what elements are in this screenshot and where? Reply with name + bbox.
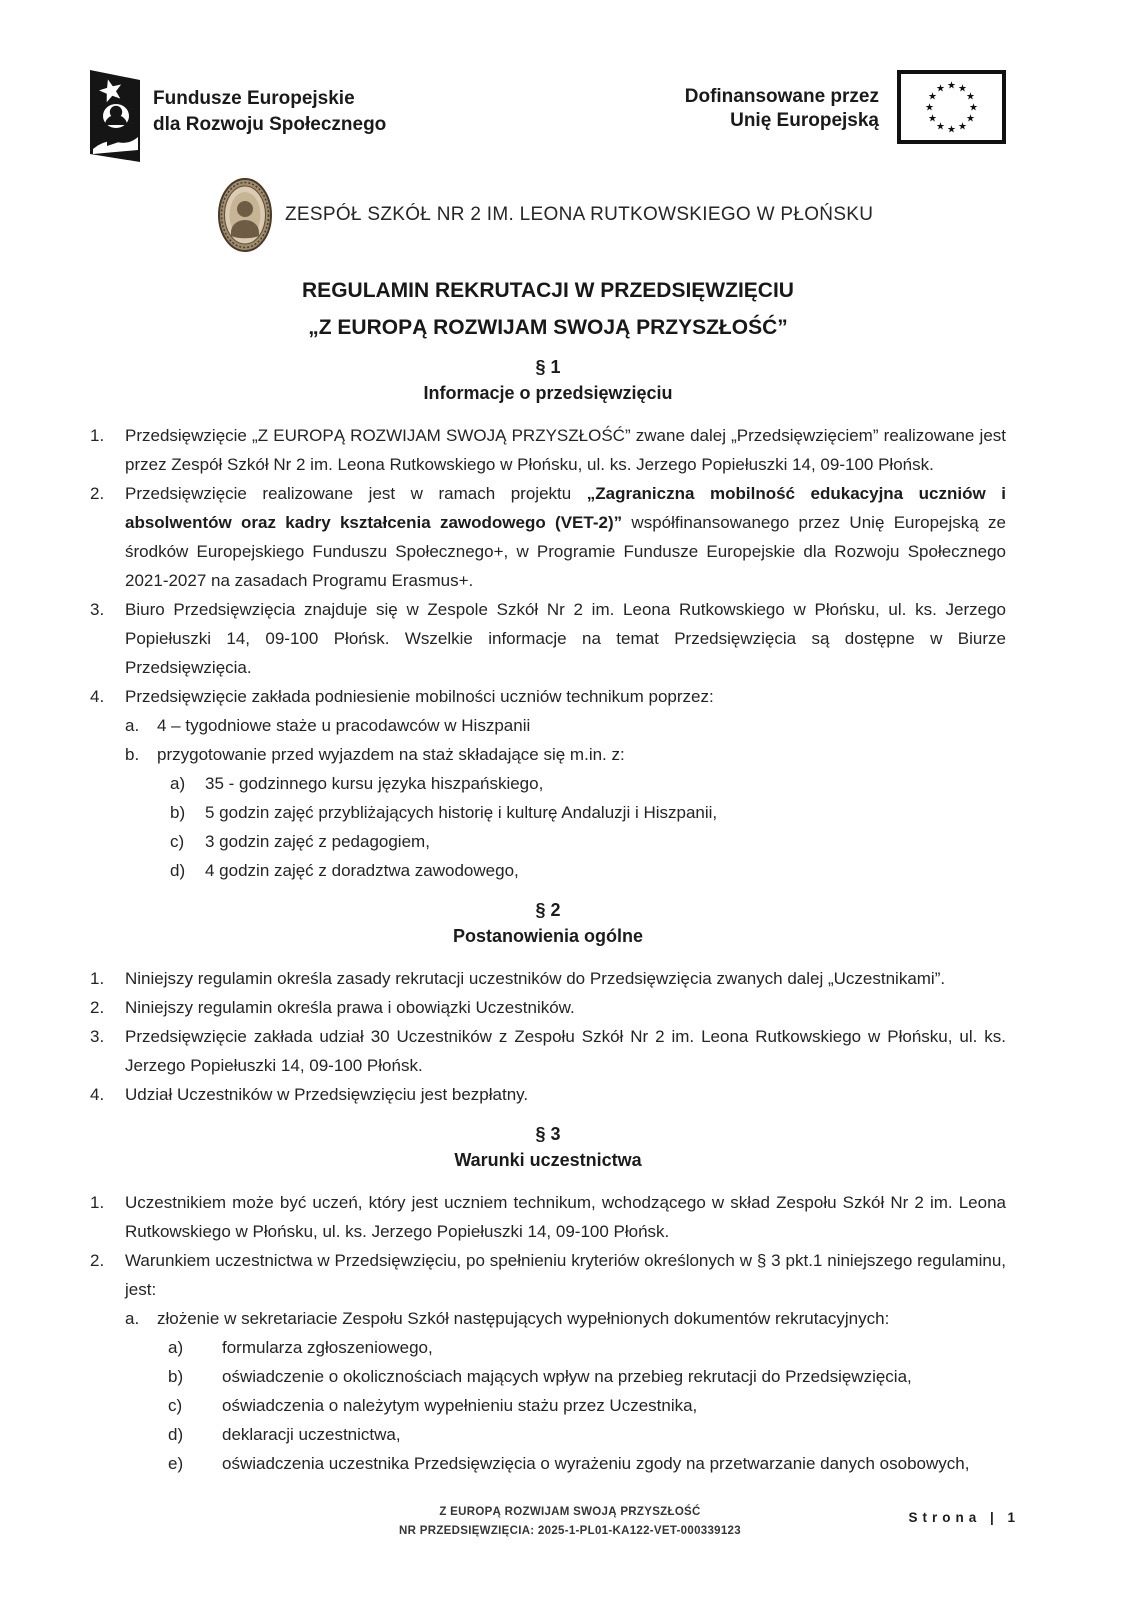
list-item bbox=[90, 1080, 1006, 1109]
section-2-list bbox=[90, 964, 1006, 1109]
svg-text:★: ★ bbox=[947, 80, 956, 92]
list-item bbox=[90, 769, 1006, 798]
list-item bbox=[90, 740, 1006, 769]
svg-text:★: ★ bbox=[966, 113, 975, 125]
svg-text:★: ★ bbox=[928, 91, 937, 103]
list-item bbox=[90, 421, 1006, 479]
list-text: 4 godzin zajęć z doradztwa zawodowego, bbox=[205, 861, 519, 880]
list-marker: b. bbox=[125, 745, 140, 764]
list-marker: 2. bbox=[90, 998, 105, 1017]
fe-logo bbox=[90, 70, 386, 162]
list-text bbox=[125, 479, 1006, 595]
list-text: oświadczenia uczestnika Przedsięwzięcia o wyrażeniu zgody na przetwarzanie danych osobowych, bbox=[222, 1454, 970, 1473]
list-text: formularza zgłoszeniowego, bbox=[222, 1338, 433, 1357]
list-text: złożenie w sekretariacie Zespołu Szkół następujących wypełnionych dokumentów rekrutacyjnych: bbox=[157, 1309, 890, 1328]
eu-funding bbox=[685, 70, 1006, 144]
document-title bbox=[90, 272, 1006, 346]
list-text: Biuro Przedsięwzięcia znajduje się w Zespole Szkół Nr 2 im. Leona Rutkowskiego w Płońsku, ul. ks. Jerzego Popiełuszki 14, 09-100 Płońsk. Wszelkie informacje na temat Przedsięwzięcia są dostępne w Biurze Przedsięwzięcia. bbox=[125, 600, 1006, 677]
list-item bbox=[90, 1304, 1006, 1333]
list-marker: 2. bbox=[90, 484, 105, 503]
list-text: 5 godzin zajęć przybliżających historię i kulturę Andaluzji i Hiszpanii, bbox=[205, 803, 718, 822]
svg-text:★: ★ bbox=[936, 121, 945, 133]
eu-funding-text bbox=[685, 85, 879, 133]
list-marker: b) bbox=[168, 1367, 184, 1386]
list-marker: c) bbox=[170, 832, 185, 851]
section-3-list bbox=[90, 1188, 1006, 1478]
eu-flag-icon bbox=[897, 70, 1006, 144]
list-item bbox=[90, 1391, 1006, 1420]
list-text: Udział Uczestników w Przedsięwzięciu jest bezpłatny. bbox=[125, 1085, 529, 1104]
list-marker: a) bbox=[170, 774, 186, 793]
list-text: Przedsięwzięcie „Z EUROPĄ ROZWIJAM SWOJĄ PRZYSZŁOŚĆ” zwane dalej „Przedsięwzięciem” realizowane jest przez Zespół Szkół Nr 2 im. Leona Rutkowskiego w Płońsku, ul. ks. Jerzego Popiełuszki 14, 09-100 Płońsk. bbox=[125, 426, 1006, 474]
school-crest-icon bbox=[218, 178, 272, 252]
list-item bbox=[90, 711, 1006, 740]
svg-text:★: ★ bbox=[947, 124, 956, 136]
list-text: Uczestnikiem może być uczeń, który jest uczniem technikum, wchodzącego w skład Zespołu Szkół Nr 2 im. Leona Rutkowskiego w Płońsku, ul. ks. Jerzego Popiełuszki 14, 09-100 Płońsk. bbox=[125, 1193, 1006, 1241]
list-text: 35 - godzinnego kursu języka hiszpańskiego, bbox=[205, 774, 544, 793]
text-segment: współfinansowanego przez Unię Europejską ze środków Europejskiego Funduszu Społecznego+, w Programie Fundusze Europejskie dla Rozwoju Społecznego 2021-2027 na zasadach Programu Erasmus+. bbox=[125, 513, 1006, 590]
list-item bbox=[90, 1420, 1006, 1449]
list-text: deklaracji uczestnictwa, bbox=[222, 1425, 401, 1444]
list-item bbox=[90, 993, 1006, 1022]
list-marker: a) bbox=[168, 1338, 184, 1357]
list-item bbox=[90, 964, 1006, 993]
list-text: 3 godzin zajęć z pedagogiem, bbox=[205, 832, 430, 851]
footer-project-title: Z EUROPĄ ROZWIJAM SWOJĄ PRZYSZŁOŚĆ bbox=[439, 1506, 701, 1518]
list-marker: e) bbox=[168, 1454, 184, 1473]
list-marker: a. bbox=[125, 1309, 140, 1328]
list-text: Niniejszy regulamin określa zasady rekrutacji uczestników do Przedsięwzięcia zwanych dalej „Uczestnikami”. bbox=[125, 969, 946, 988]
title-line2: „Z EUROPĄ ROZWIJAM SWOJĄ PRZYSZŁOŚĆ” bbox=[308, 316, 788, 339]
list-marker: b) bbox=[170, 803, 186, 822]
svg-text:★: ★ bbox=[969, 102, 978, 114]
fe-flag-icon bbox=[90, 70, 140, 162]
fe-logo-text bbox=[153, 86, 386, 162]
svg-text:★: ★ bbox=[936, 83, 945, 95]
svg-text:★: ★ bbox=[928, 113, 937, 125]
svg-text:★: ★ bbox=[966, 91, 975, 103]
section-3-heading: Warunki uczestnictwa bbox=[454, 1150, 642, 1170]
list-item bbox=[90, 798, 1006, 827]
list-item bbox=[90, 479, 1006, 595]
list-marker: 1. bbox=[90, 1193, 105, 1212]
eu-funding-line1: Dofinansowane przez bbox=[684, 86, 879, 107]
list-text: przygotowanie przed wyjazdem na staż składające się m.in. z: bbox=[157, 745, 625, 764]
text-segment: Przedsięwzięcie realizowane jest w ramach projektu bbox=[125, 484, 587, 503]
list-marker: 4. bbox=[90, 1085, 105, 1104]
list-marker: d) bbox=[168, 1425, 184, 1444]
list-item bbox=[90, 1022, 1006, 1080]
list-marker: 1. bbox=[90, 426, 105, 445]
footer-project-number: NR PRZEDSIĘWZIĘCIA: 2025-1-PL01-KA122-VET-000339123 bbox=[399, 1525, 741, 1537]
list-item bbox=[90, 1333, 1006, 1362]
list-item bbox=[90, 1188, 1006, 1246]
list-text: Niniejszy regulamin określa prawa i obowiązki Uczestników. bbox=[125, 998, 575, 1017]
fe-logo-line2: dla Rozwoju Społecznego bbox=[153, 114, 387, 135]
list-item bbox=[90, 827, 1006, 856]
section-3-mark: § 3 bbox=[535, 1124, 561, 1144]
eu-funding-line2: Unię Europejską bbox=[730, 110, 879, 131]
title-line1: REGULAMIN REKRUTACJI W PRZEDSIĘWZIĘCIU bbox=[302, 279, 794, 302]
svg-text:★: ★ bbox=[958, 121, 967, 133]
list-text: oświadczenia o należytym wypełnieniu stażu przez Uczestnika, bbox=[222, 1396, 698, 1415]
page-number: Strona | 1 bbox=[908, 1510, 1020, 1525]
school-name: ZESPÓŁ SZKÓŁ NR 2 IM. LEONA RUTKOWSKIEGO W PŁOŃSKU bbox=[285, 204, 874, 225]
list-text: Przedsięwzięcie zakłada podniesienie mobilności uczniów technikum poprzez: bbox=[125, 687, 714, 706]
svg-text:★: ★ bbox=[958, 83, 967, 95]
list-text: oświadczenie o okolicznościach mających wpływ na przebieg rekrutacji do Przedsięwzięcia, bbox=[222, 1367, 912, 1386]
list-text: Warunkiem uczestnictwa w Przedsięwzięciu, po spełnieniu kryteriów określonych w § 3 pkt.1 niniejszego regulaminu, jest: bbox=[125, 1251, 1006, 1299]
list-text: Przedsięwzięcie zakłada udział 30 Uczestników z Zespołu Szkół Nr 2 im. Leona Rutkowskiego w Płońsku, ul. ks. Jerzego Popiełuszki 14, 09-100 Płońsk. bbox=[125, 1027, 1006, 1075]
text-segment-bold: „Zagraniczna mobilność edukacyjna uczniów i absolwentów oraz kadry kształcenia zawodowego (VET-2)” bbox=[125, 484, 1006, 532]
list-marker: 4. bbox=[90, 687, 105, 706]
svg-text:★: ★ bbox=[925, 102, 934, 114]
section-1-heading: Informacje o przedsięwzięciu bbox=[423, 383, 673, 403]
list-item bbox=[90, 856, 1006, 885]
list-item bbox=[90, 595, 1006, 682]
section-2-mark: § 2 bbox=[535, 900, 561, 920]
fe-logo-line1: Fundusze Europejskie bbox=[153, 88, 355, 109]
list-text: 4 – tygodniowe staże u pracodawców w Hiszpanii bbox=[157, 716, 531, 735]
section-1-mark: § 1 bbox=[535, 357, 561, 377]
list-marker: 3. bbox=[90, 1027, 105, 1046]
school-header bbox=[90, 178, 1006, 252]
section-2-heading: Postanowienia ogólne bbox=[452, 926, 644, 946]
list-item bbox=[90, 682, 1006, 711]
list-marker: d) bbox=[170, 861, 186, 880]
list-marker: a. bbox=[125, 716, 140, 735]
section-1-list bbox=[90, 421, 1006, 885]
list-marker: c) bbox=[168, 1396, 183, 1415]
list-item bbox=[90, 1246, 1006, 1304]
list-marker: 2. bbox=[90, 1251, 105, 1270]
list-marker: 3. bbox=[90, 600, 105, 619]
funding-header bbox=[90, 70, 1006, 162]
list-item bbox=[90, 1449, 1006, 1478]
list-marker: 1. bbox=[90, 969, 105, 988]
list-item bbox=[90, 1362, 1006, 1391]
